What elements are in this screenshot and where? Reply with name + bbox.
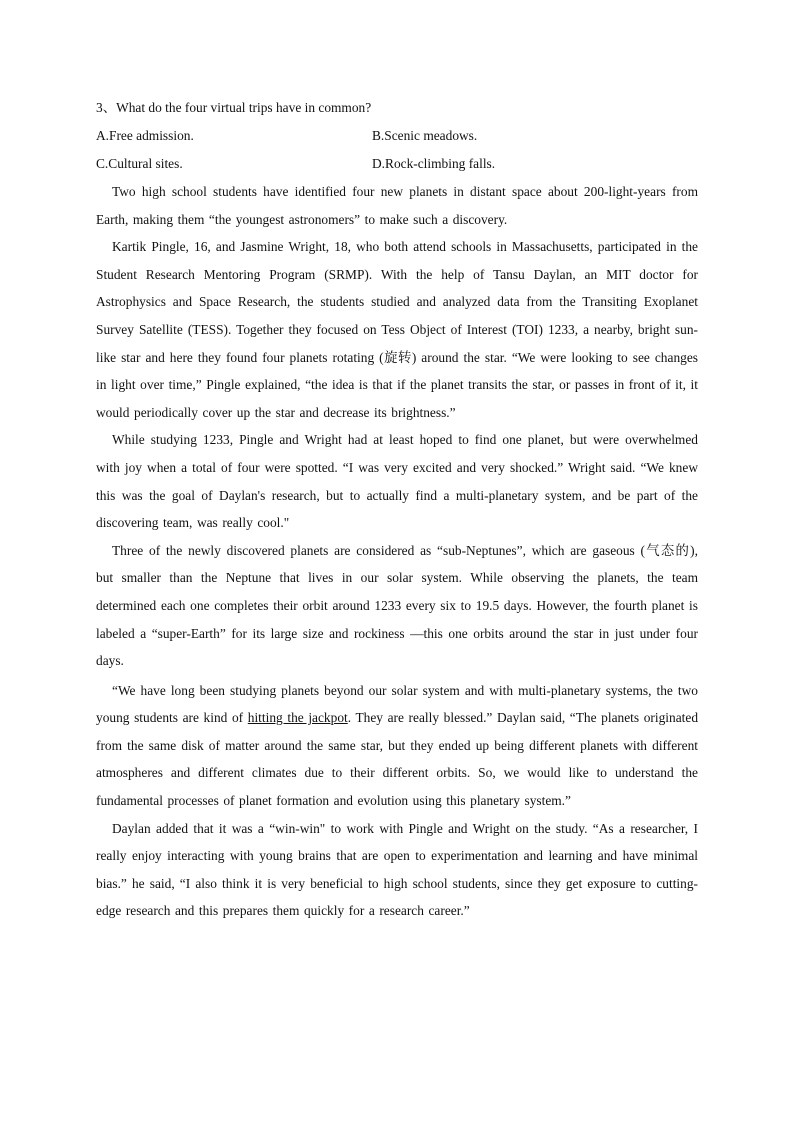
passage-paragraph-5 (96, 677, 698, 815)
underlined-phrase: hitting the jackpot (247, 710, 348, 726)
passage-paragraph-1: Two high school students have identified four new planets in distant space about 200-light-years from Earth, making them “the youngest astronomers” to make such a discovery. (96, 184, 698, 227)
option-d[interactable]: D.Rock-climbing falls. (372, 156, 496, 171)
option-a[interactable]: A.Free admission. (96, 128, 194, 143)
passage-paragraph-5-start: “We have long been studying planets beyond our solar system and with multi-planetary systems, the two young students are kind of (96, 682, 698, 726)
passage-paragraph-2: Kartik Pingle, 16, and Jasmine Wright, 18, who both attend schools in Massachusetts, participated in the Student Research Mentoring Program (SRMP). With the help of Tansu Daylan, an MIT doctor for Astrophysics and Space Research, the students studied and analyzed data from the Transiting Exoplanet Survey Satellite (TESS). Together they focused on Tess Object of Interest (TOI) 1233, a nearby, bright sun-like star and here they found four planets rotating (旋转) around the star. “We were looking to see changes in light over time,” Pingle explained, “the idea is that if the planet transits the star, or passes in front of it, it would periodically cover up the star and decrease its brightness.” (96, 239, 698, 420)
passage-paragraph-5-end: . They are really blessed.” Daylan said, “The planets originated from the same disk of matter around the same star, but they ended up being different planets with different atmospheres and different climates due to their different orbits. So, we would like to understand the fundamental processes of planet formation and evolution using this planetary system.” (96, 710, 699, 809)
option-b[interactable]: B.Scenic meadows. (372, 128, 478, 143)
passage-paragraph-6: Daylan added that it was a “win-win" to work with Pingle and Wright on the study. “As a researcher, I really enjoy interacting with young brains that are open to experimentation and learning and have minimal bias.” he said, “I also think it is very beneficial to high school students, since they get exposure to cutting-edge research and this prepares them quickly for a research career.” (96, 820, 698, 919)
options-row-2 (96, 150, 698, 178)
question-text: 3、What do the four virtual trips have in common? (96, 100, 372, 115)
document-page (96, 94, 698, 925)
option-c[interactable]: C.Cultural sites. (96, 156, 183, 171)
options-row-1 (96, 122, 698, 150)
passage-paragraph-4: Three of the newly discovered planets are considered as “sub-Neptunes”, which are gaseous (气态的), but smaller than the Neptune that lives in our solar system. While observing the planets, the team determined each one completes their orbit around 1233 every six to 19.5 days. However, the fourth planet is labeled a “super-Earth” for its large size and rockiness —this one orbits around the star in just under four days. (96, 542, 698, 669)
passage-paragraph-3: While studying 1233, Pingle and Wright had at least hoped to find one planet, but were overwhelmed with joy when a total of four were spotted. “I was very excited and very shocked.” Wright said. “We knew this was the goal of Daylan's research, but to actually find a multi-planetary system, and be part of the discovering team, was really cool." (96, 432, 698, 531)
